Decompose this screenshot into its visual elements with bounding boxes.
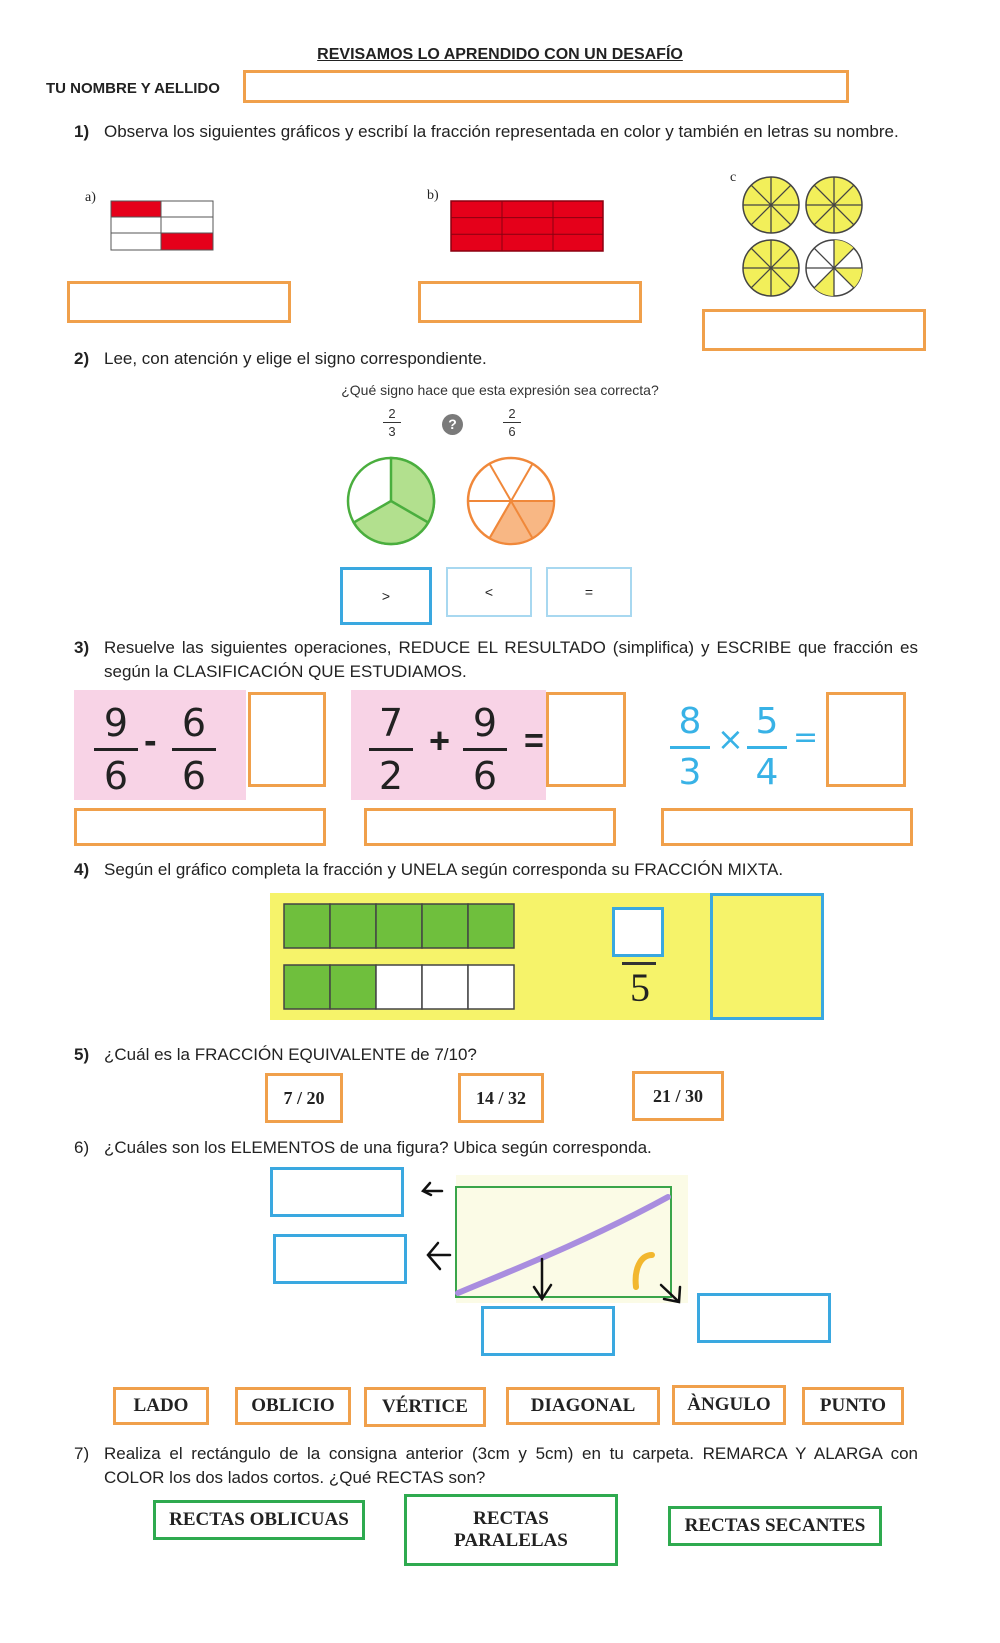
question-2 [74,347,914,371]
q5-option-2[interactable]: 14 / 32 [458,1073,544,1123]
op1-b-denominator: 6 [181,754,207,798]
op3-b-denominator: 4 [755,752,779,793]
op2-fraction-b [463,701,507,798]
op1-a-denominator: 6 [103,754,129,798]
q2-left-denominator: 3 [388,424,396,439]
help-icon: ? [442,414,463,435]
op2-b-numerator: 9 [472,701,498,745]
question-4 [74,858,934,882]
op1-sign: - [144,720,157,762]
sign-less-button[interactable]: < [446,567,532,617]
op3-fraction-a [670,701,710,793]
operation-2 [351,690,546,800]
word-diagonal[interactable]: DIAGONAL [506,1387,660,1425]
question-4-number: 4) [74,860,90,879]
word-vertice[interactable]: VÉRTICE [364,1387,486,1427]
question-1-text: Observa los siguientes gráficos y escribí la fracción representada en color y también en letras su nombre. [104,122,899,141]
q6-drop-box-4[interactable] [697,1293,831,1343]
figure-b-grid [450,200,605,252]
question-7 [74,1442,918,1490]
name-label: TU NOMBRE Y AELLIDO [46,80,220,97]
q4-denominator: 5 [630,965,650,1010]
word-angulo[interactable]: ÀNGULO [672,1385,786,1425]
op1-fraction-a [94,701,138,798]
op1-a-numerator: 9 [103,701,129,745]
sign-greater-button[interactable]: > [340,567,432,625]
q7-option-secantes[interactable]: RECTAS SECANTES [668,1506,882,1546]
q2-prompt: ¿Qué signo hace que esta expresión sea correcta? [341,382,659,398]
op2-a-denominator: 2 [378,754,404,798]
op1-fraction-b [172,701,216,798]
figure-b-label: b) [427,188,439,203]
figure-a-label: a) [85,190,96,205]
question-3-number: 3) [74,638,90,657]
question-6 [74,1136,914,1160]
question-2-text: Lee, con atención y elige el signo correspondiente. [104,349,487,368]
q6-drop-box-2[interactable] [273,1234,407,1284]
op3-a-numerator: 8 [678,701,702,742]
op3-equals: = [793,720,819,755]
op1-result-input[interactable] [248,692,326,787]
op2-fraction-a [369,701,413,798]
question-4-text: Según el gráfico completa la fracción y UNELA según corresponda su FRACCIÓN MIXTA. [104,860,784,879]
question-1-number: 1) [74,122,90,141]
q2-pie-sixths [465,455,557,547]
question-1 [74,120,914,144]
question-7-text: Realiza el rectángulo de la consigna anterior (3cm y 5cm) en tu carpeta. REMARCA Y ALARGA con COLOR los dos lados cortos. ¿Qué RECTAS son? [104,1444,918,1487]
question-5-number: 5) [74,1045,90,1064]
operation-3 [665,690,825,800]
op3-a-denominator: 3 [678,752,702,793]
op2-classification-input[interactable] [364,808,616,846]
q6-drop-box-1[interactable] [270,1167,404,1217]
word-punto[interactable]: PUNTO [802,1387,904,1425]
q5-option-3[interactable]: 21 / 30 [632,1071,724,1121]
op3-result-input[interactable] [826,692,906,787]
answer-c-input[interactable] [702,309,926,351]
q7-option-paralelas[interactable]: RECTAS PARALELAS [404,1494,618,1566]
operation-1 [74,690,246,800]
q7-option-oblicuas[interactable]: RECTAS OBLICUAS [153,1500,365,1540]
q2-right-fraction [503,406,521,439]
q2-left-fraction [383,406,401,439]
figure-c-label: c [730,170,737,185]
sign-equal-button[interactable]: = [546,567,632,617]
op3-b-numerator: 5 [755,701,779,742]
question-3-text: Resuelve las siguientes operaciones, REDUCE EL RESULTADO (simplifica) y ESCRIBE que fracción es según la CLASIFICACIÓN QUE ESTUDIAMOS. [104,638,918,681]
op2-equals: = [524,722,544,760]
q2-pie-thirds [345,455,437,547]
word-lado[interactable]: LADO [113,1387,209,1425]
q4-numerator-input[interactable] [612,907,664,957]
op3-sign: × [717,720,744,758]
question-3 [74,636,918,684]
q6-rectangle-figure [420,1175,690,1310]
question-2-number: 2) [74,349,90,368]
question-5 [74,1043,914,1067]
q5-option-1[interactable]: 7 / 20 [265,1073,343,1123]
op2-sign: + [429,720,451,761]
q2-left-numerator: 2 [388,406,396,421]
word-oblicio[interactable]: OBLICIO [235,1387,351,1425]
q2-right-denominator: 6 [508,424,516,439]
figure-a-grid [110,200,215,252]
question-7-number: 7) [74,1444,90,1463]
op2-b-denominator: 6 [472,754,498,798]
q4-mixed-fraction-box[interactable] [710,893,824,1020]
question-6-number: 6) [74,1138,90,1157]
op1-classification-input[interactable] [74,808,326,846]
op3-fraction-b [747,701,787,793]
op2-result-input[interactable] [546,692,626,787]
op1-b-numerator: 6 [181,701,207,745]
question-6-text: ¿Cuáles son los ELEMENTOS de una figura? Ubica según corresponda. [104,1138,652,1157]
name-input[interactable] [243,70,849,103]
q6-drop-box-3[interactable] [481,1306,615,1356]
figure-c-circles [738,172,868,302]
q4-fraction-bars [283,903,519,1013]
q2-right-numerator: 2 [508,406,516,421]
answer-a-input[interactable] [67,281,291,323]
op2-a-numerator: 7 [378,701,404,745]
op3-classification-input[interactable] [661,808,913,846]
page-title: REVISAMOS LO APRENDIDO CON UN DESAFÍO [317,46,683,63]
answer-b-input[interactable] [418,281,642,323]
question-5-text: ¿Cuál es la FRACCIÓN EQUIVALENTE de 7/10? [104,1045,477,1064]
